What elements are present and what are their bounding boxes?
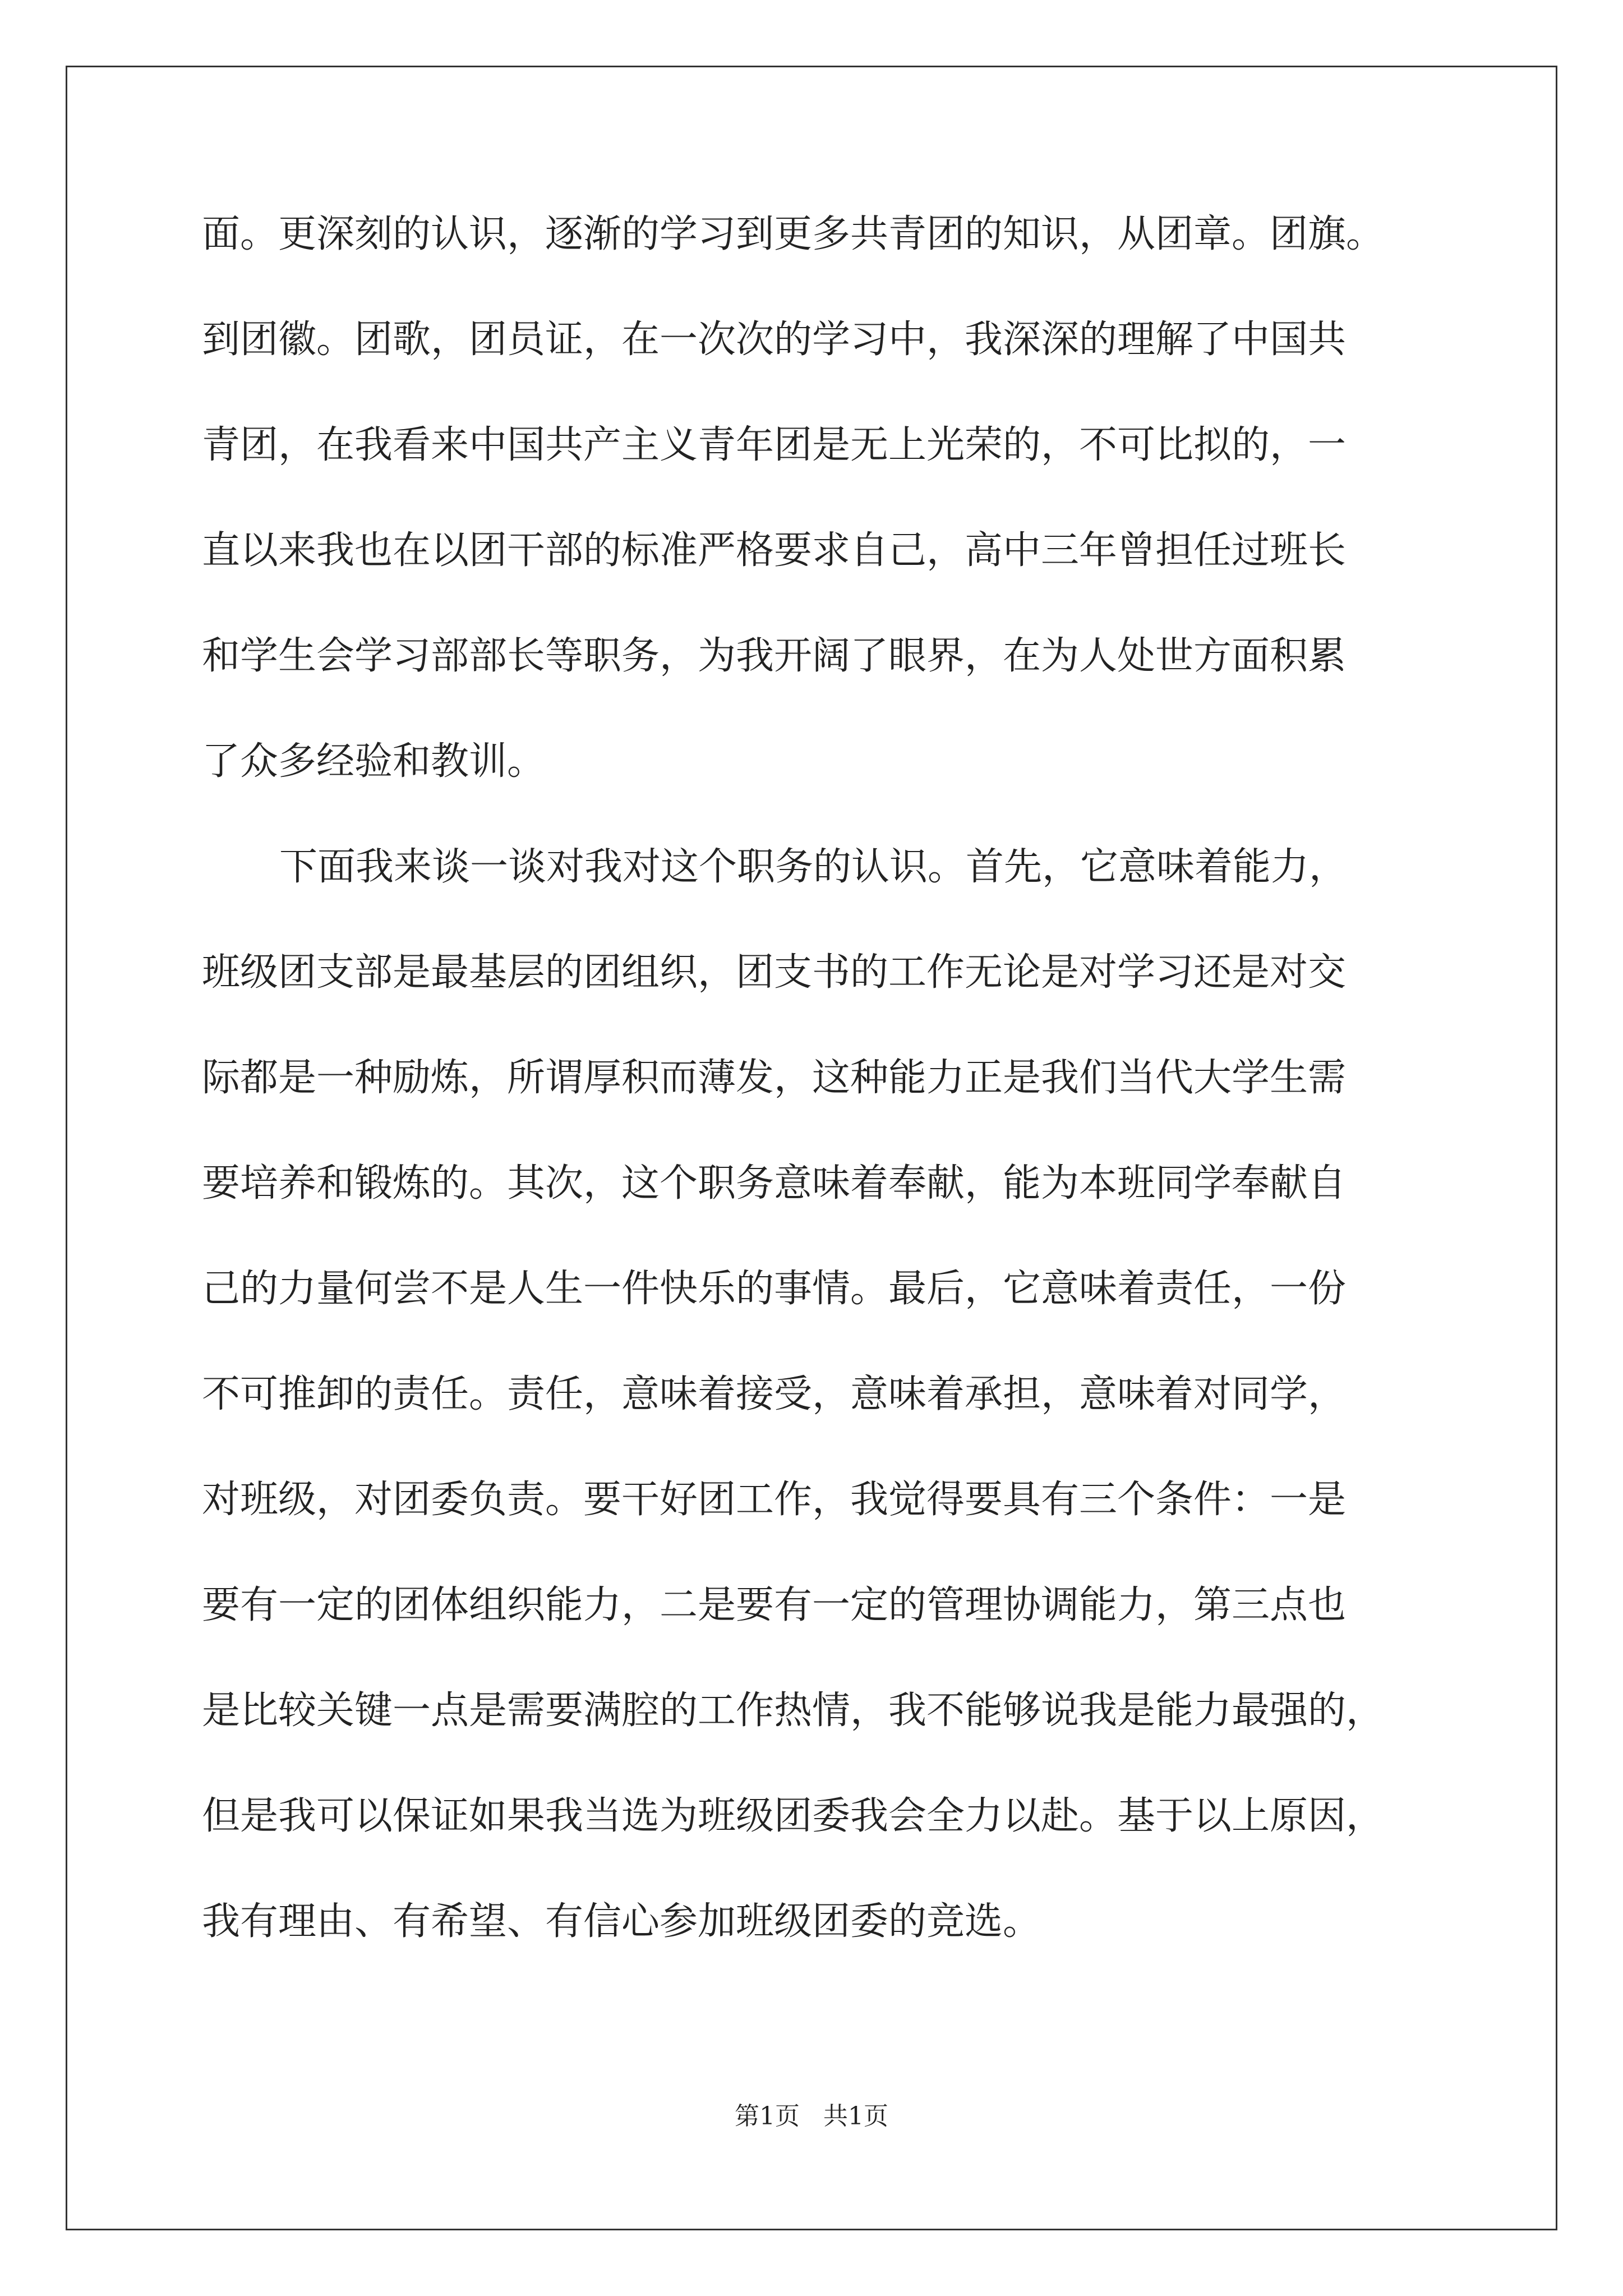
text-line: 但是我可以保证如果我当选为班级团委我会全力以赴。基于以上原因， (202, 1794, 1385, 1838)
text-line: 要有一定的团体组织能力，二是要有一定的管理协调能力，第三点也 (202, 1583, 1347, 1627)
text-line: 面。更深刻的认识，逐渐的学习到更多共青团的知识，从团章。团旗。 (202, 212, 1385, 256)
text-line: 下面我来谈一谈对我对这个职务的认识。首先，它意味着能力， (279, 845, 1348, 889)
text-line: 我有理由、有希望、有信心参加班级团委的竞选。 (202, 1899, 1041, 1944)
text-line: 直以来我也在以团干部的标准严格要求自己，高中三年曾担任过班长 (202, 528, 1347, 573)
text-line: 和学生会学习部部长等职务，为我开阔了眼界，在为人处世方面积累 (202, 634, 1347, 678)
text-line: 班级团支部是最基层的团组织，团支书的工作无论是对学习还是对交 (202, 950, 1347, 995)
text-line: 对班级，对团委负责。要干好团工作，我觉得要具有三个条件：一是 (202, 1478, 1347, 1522)
page-number-footer: 第1页 共1页 (735, 2102, 888, 2131)
text-line: 了众多经验和教训。 (202, 739, 546, 784)
text-line: 不可推卸的责任。责任，意味着接受，意味着承担，意味着对同学， (202, 1372, 1347, 1416)
text-line: 己的力量何尝不是人生一件快乐的事情。最后，它意味着责任，一份 (202, 1267, 1347, 1311)
text-line: 青团，在我看来中国共产主义青年团是无上光荣的，不可比拟的，一 (202, 423, 1347, 467)
text-line: 到团徽。团歌，团员证，在一次次的学习中，我深深的理解了中国共 (202, 318, 1347, 362)
text-line: 要培养和锻炼的。其次，这个职务意味着奉献，能为本班同学奉献自 (202, 1161, 1347, 1205)
text-line: 是比较关键一点是需要满腔的工作热情，我不能够说我是能力最强的， (202, 1688, 1385, 1733)
text-line: 际都是一种励炼，所谓厚积而薄发，这种能力正是我们当代大学生需 (202, 1056, 1347, 1100)
